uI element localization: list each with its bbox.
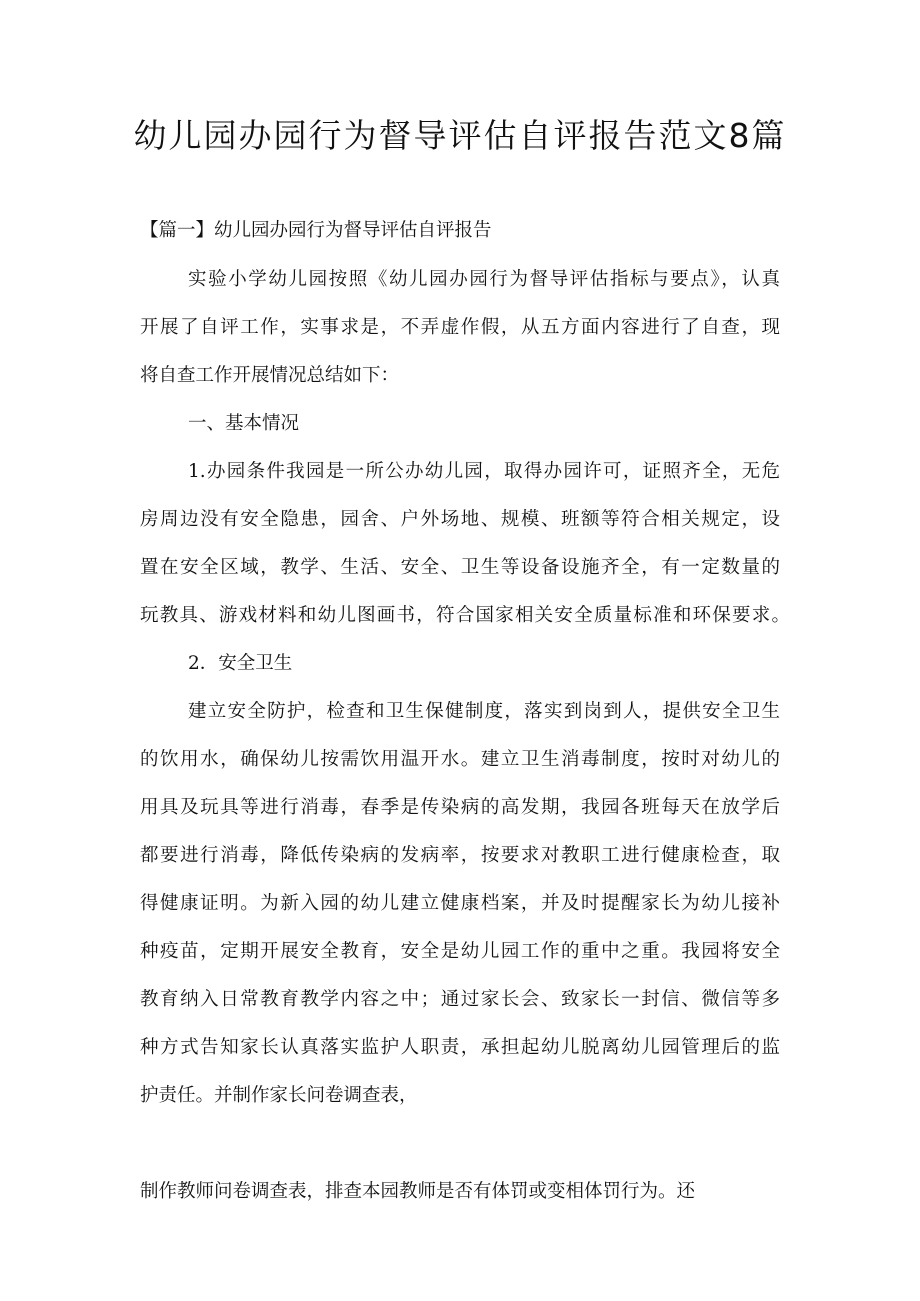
section-heading: 【篇一】幼儿园办园行为督导评估自评报告 (140, 220, 492, 241)
subheading-basic: 一、基本情况 (188, 413, 300, 434)
paragraph-line: 教育纳入日常教育教学内容之中；通过家长会、致家长一封信、微信等多 (140, 989, 780, 1010)
paragraph-line: 开展了自评工作，实事求是，不弄虚作假，从五方面内容进行了自查，现 (140, 317, 780, 338)
paragraph-line: 玩教具、游戏材料和幼儿图画书，符合国家相关安全质量标准和环保要求。 (140, 605, 790, 626)
document-title: 幼儿园办园行为督导评估自评报告范文8篇 (133, 116, 787, 155)
paragraph-line: 护责任。并制作家长问卷调查表， (140, 1085, 418, 1106)
paragraph-line: 1.办园条件我园是一所公办幼儿园，取得办园许可，证照齐全，无危 (188, 461, 780, 482)
subheading-safety: 2．安全卫生 (188, 653, 293, 674)
paragraph-line: 房周边没有安全隐患，园舍、户外场地、规模、班额等符合相关规定，设 (140, 509, 780, 530)
paragraph-line: 用具及玩具等进行消毒，春季是传染病的高发期，我园各班每天在放学后 (140, 797, 780, 818)
paragraph-line: 得健康证明。为新入园的幼儿建立健康档案，并及时提醒家长为幼儿接补 (140, 893, 780, 914)
paragraph-line: 实验小学幼儿园按照《幼儿园办园行为督导评估指标与要点》，认真 (188, 269, 780, 290)
paragraph-line: 的饮用水，确保幼儿按需饮用温开水。建立卫生消毒制度，按时对幼儿的 (140, 749, 780, 770)
paragraph-line: 置在安全区域，教学、生活、安全、卫生等设备设施齐全，有一定数量的 (140, 557, 780, 578)
paragraph-line: 种疫苗，定期开展安全教育，安全是幼儿园工作的重中之重。我园将安全 (140, 941, 780, 962)
paragraph-line: 制作教师问卷调查表，排查本园教师是否有体罚或变相体罚行为。还 (140, 1181, 696, 1202)
paragraph-line: 都要进行消毒，降低传染病的发病率，按要求对教职工进行健康检查，取 (140, 845, 780, 866)
paragraph-line: 将自查工作开展情况总结如下： (140, 365, 400, 386)
paragraph-line: 建立安全防护，检查和卫生保健制度，落实到岗到人，提供安全卫生 (188, 701, 780, 722)
paragraph-line: 种方式告知家长认真落实监护人职责，承担起幼儿脱离幼儿园管理后的监 (140, 1037, 780, 1058)
